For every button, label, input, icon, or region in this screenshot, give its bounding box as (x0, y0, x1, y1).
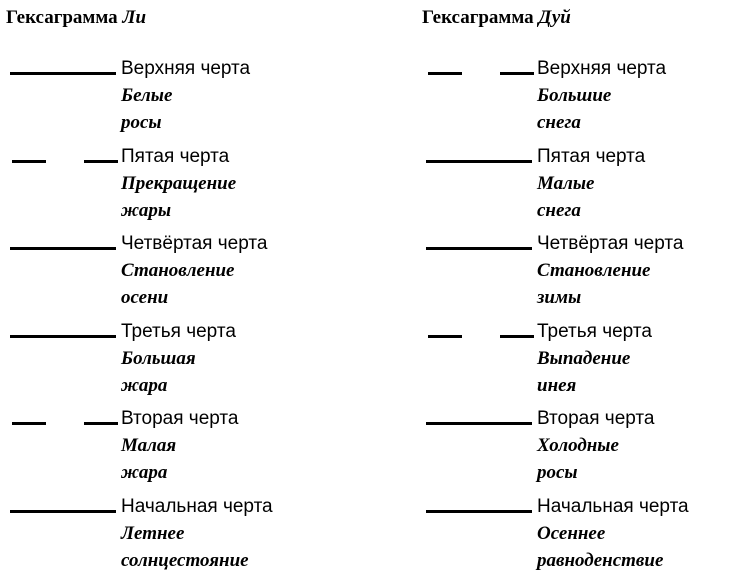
line-position-label: Верхняя черта (537, 58, 667, 79)
hexagram-line-row (422, 230, 722, 317)
line-segment (426, 247, 532, 250)
line-segment (12, 422, 46, 425)
line-position-label: Третья черта (121, 320, 236, 342)
line-position-label: Пятая черта (537, 145, 646, 167)
hexagram-line-row (422, 405, 722, 492)
title-name: Дуй (538, 7, 571, 28)
solar-term-part-2: жара (121, 462, 168, 483)
line-position-label: Третья черта (537, 320, 652, 342)
hexagram-li-column (6, 0, 336, 584)
solar-term-part-1: Малые (537, 172, 595, 194)
line-position-label: Начальная черта (537, 495, 689, 517)
solar-term-part-1: Становление (121, 260, 235, 281)
solar-term-part-2: жара (121, 374, 168, 396)
hexagram-dui-column (422, 0, 729, 584)
line-segment (426, 510, 532, 513)
line-description (537, 318, 652, 399)
solar-term-part-2: осени (121, 287, 169, 308)
solar-term-part-1: Прекращение (121, 172, 237, 194)
hexagram-line-row (422, 143, 722, 230)
line-position-label: Вторая черта (537, 408, 655, 429)
broken-yin-line (10, 422, 116, 425)
solar-term-part-1: Белые (121, 85, 173, 106)
line-description (121, 55, 250, 136)
line-position-label: Четвёртая черта (121, 233, 268, 254)
solar-term-part-2: снега (537, 199, 581, 221)
solar-term-part-2: равноденствие (537, 549, 664, 571)
hexagram-line-row (6, 493, 306, 580)
line-segment (10, 335, 116, 338)
solar-term-part-1: Летнее (121, 522, 185, 544)
line-segment (500, 335, 534, 338)
hexagram-line-row (6, 318, 306, 405)
hexagram-line-row (422, 318, 722, 405)
solar-term-part-2: солнцестояние (121, 549, 249, 571)
solar-term-part-1: Малая (121, 435, 177, 456)
line-description (537, 230, 683, 311)
hexagram-li-title (6, 7, 146, 29)
line-position-label: Четвёртая черта (537, 233, 684, 254)
title-name: Ли (122, 7, 147, 28)
solid-yang-line (10, 72, 116, 75)
solar-term-part-2: инея (537, 374, 577, 396)
solid-yang-line (426, 247, 532, 250)
line-segment (426, 422, 532, 425)
line-segment (12, 160, 46, 163)
solar-term-part-2: зимы (537, 287, 582, 308)
hexagram-line-row (6, 55, 306, 142)
solar-term-part-1: Становление (537, 260, 651, 281)
line-segment (10, 247, 116, 250)
line-segment (84, 160, 118, 163)
solar-term-part-1: Холодные (537, 435, 619, 456)
line-description (121, 318, 236, 399)
solid-yang-line (10, 247, 116, 250)
solid-yang-line (426, 422, 532, 425)
solar-term-part-2: росы (121, 112, 162, 133)
line-segment (500, 72, 534, 75)
solid-yang-line (10, 510, 116, 513)
solar-term-part-1: Выпадение (537, 347, 631, 369)
line-segment (10, 510, 116, 513)
solid-yang-line (426, 160, 532, 163)
hexagram-line-row (6, 230, 306, 317)
line-description (121, 405, 238, 486)
title-prefix: Гексаграмма (422, 7, 534, 28)
solar-term-part-1: Осеннее (537, 522, 606, 544)
line-description (537, 405, 654, 486)
line-description (121, 143, 236, 224)
broken-yin-line (426, 72, 532, 75)
line-segment (428, 72, 462, 75)
hexagram-line-row (6, 143, 306, 230)
solar-term-part-2: росы (537, 462, 578, 483)
line-position-label: Начальная черта (121, 495, 273, 517)
hexagram-dui-title (422, 7, 571, 29)
line-position-label: Вторая черта (121, 408, 239, 429)
line-position-label: Пятая черта (121, 145, 230, 167)
line-segment (84, 422, 118, 425)
title-prefix: Гексаграмма (6, 7, 118, 28)
line-segment (10, 72, 116, 75)
line-description (537, 55, 666, 136)
hexagram-line-row (6, 405, 306, 492)
solar-term-part-1: Большие (537, 85, 612, 106)
broken-yin-line (10, 160, 116, 163)
solar-term-part-2: жары (121, 199, 172, 221)
solar-term-part-2: снега (537, 112, 581, 133)
hexagram-line-row (422, 493, 722, 580)
solid-yang-line (426, 510, 532, 513)
solid-yang-line (10, 335, 116, 338)
broken-yin-line (426, 335, 532, 338)
hexagram-line-row (422, 55, 722, 142)
line-description (537, 493, 689, 574)
line-description (537, 143, 645, 224)
line-segment (426, 160, 532, 163)
line-segment (428, 335, 462, 338)
solar-term-part-1: Большая (121, 347, 196, 369)
line-position-label: Верхняя черта (121, 58, 251, 79)
line-description (121, 493, 273, 574)
line-description (121, 230, 267, 311)
